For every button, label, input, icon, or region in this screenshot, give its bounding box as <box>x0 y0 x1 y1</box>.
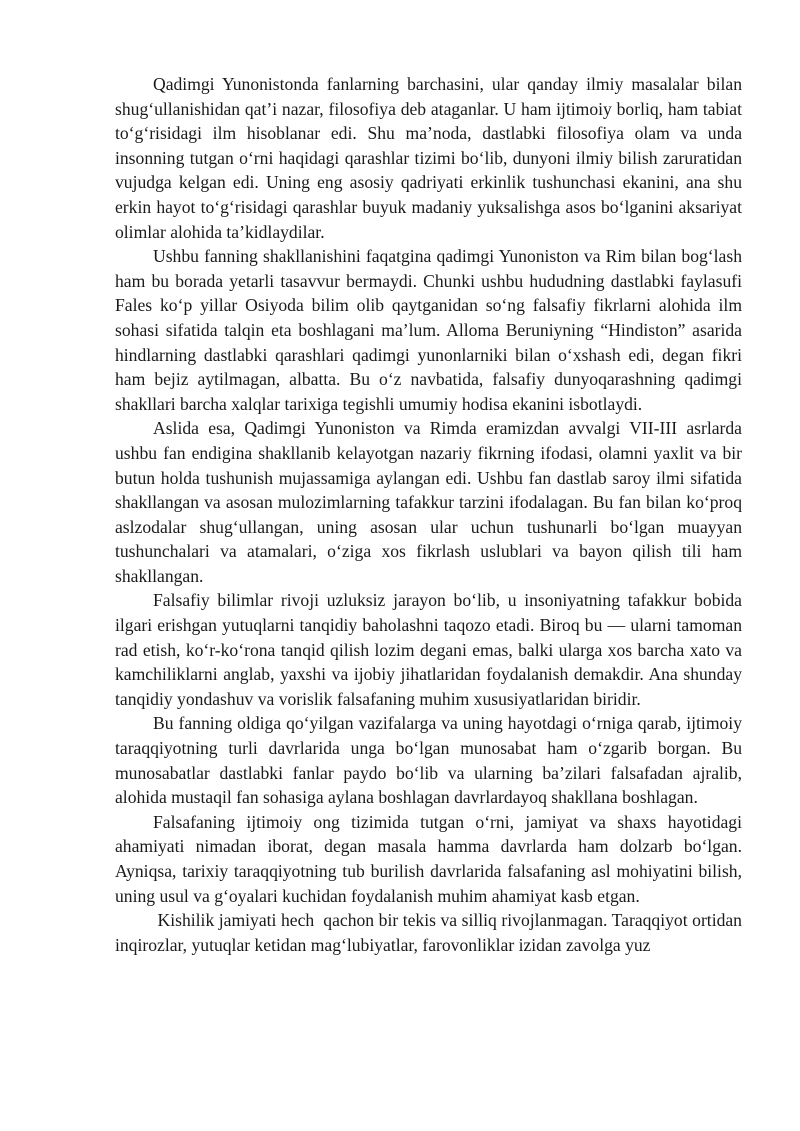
document-page <box>115 72 747 957</box>
paragraph-6: Falsafaning ijtimoiy ong tizimida tutgan o‘rni, jamiyat va shaxs hayotidagi ahamiyati nimadan iborat, degan masala hamma davrlarda ham dolzarb bo‘lgan. Ayniqsa, tarixiy taraqqiyotning tub burilish davrlarida falsafaning asl mohiyatini bilish, uning usul va g‘oyalari kuchidan foydalanish muhim ahamiyat kasb etgan. <box>115 811 742 906</box>
paragraph-3: Aslida esa, Qadimgi Yunoniston va Rimda eramizdan avvalgi VII-III asrlarda ushbu fan endigina shakllanib kelayotgan nazariy fikrning ifodasi, olamni yaxlit va bir butun holda tushunish mujassamiga aylangan edi. Ushbu fan dastlab saroy ilmi sifatida shakllangan va asosan mulozimlarning tafakkur tarzini ifodalagan. Bu fan bilan ko‘proq aslzodalar shug‘ullangan, uning asosan ular uchun tushunarli bo‘lgan muayyan tushunchalari va atamalari, o‘ziga xos fikrlash uslublari va bayon qilish tili ham shakllangan. <box>115 418 742 586</box>
paragraph-1: Qadimgi Yunonistonda fanlarning barchasini, ular qanday ilmiy masalalar bilan shug‘ullanishidan qat’i nazar, filosofiya deb ataganlar. U ham ijtimoiy borliq, ham tabiat to‘g‘risidagi ilm hisoblanar edi. Shu ma’noda, dastlabki filosofiya olam va unda insonning tutgan o‘rni haqidagi qarashlar tizimi bo‘lib, dunyoni ilmiy bilish zaruratidan vujudga kelgan edi. Uning eng asosiy qadriyati erkinlik tushunchasi ekanini, ana shu erkin hayot to‘g‘risidagi qarashlar buyuk madaniy yuksalishga asos bo‘lganini aksariyat olimlar alohida ta’kidlaydilar. <box>115 74 742 242</box>
paragraph-5: Bu fanning oldiga qo‘yilgan vazifalarga va uning hayotdagi o‘rniga qarab, ijtimoiy taraqqiyotning turli davrlarida unga bo‘lgan munosabat ham o‘zgarib borgan. Bu munosabatlar dastlabki fanlar paydo bo‘lib va ularning ba’zilari falsafadan ajralib, alohida mustaqil fan sohasiga aylana boshlagan davrlardayoq shakllana boshlagan. <box>115 713 742 808</box>
paragraph-2: Ushbu fanning shakllanishini faqatgina qadimgi Yunoniston va Rim bilan bog‘lash ham bu borada yetarli tasavvur bermaydi. Chunki ushbu hududning dastlabki faylasufi Fales ko‘p yillar Osiyoda bilim olib qaytganidan so‘ng falsafiy fikrlarni alohida ilm sohasi sifatida talqin eta boshlagani ma’lum. Alloma Beruniyning “Hindiston” asarida hindlarning dastlabki qarashlari qadimgi yunonlarniki bilan o‘xshash edi, degan fikri ham bejiz aytilmagan, albatta. Bu o‘z navbatida, falsafiy dunyoqarashning qadimgi shakllari barcha xalqlar tarixiga tegishli umumiy hodisa ekanini isbotlaydi. <box>115 246 742 414</box>
paragraph-7: Kishilik jamiyati hech qachon bir tekis va silliq rivojlanmagan. Taraqqiyot ortidan inqirozlar, yutuqlar ketidan mag‘lubiyatlar, farovonliklar izidan zavolga yuz <box>115 910 747 955</box>
paragraph-4: Falsafiy bilimlar rivoji uzluksiz jarayon bo‘lib, u insoniyatning tafakkur bobida ilgari erishgan yutuqlarni tanqidiy baholashni taqozo etadi. Biroq bu — ularni tamoman rad etish, ko‘r-ko‘rona tanqid qilish lozim degani emas, balki ularga xos barcha xato va kamchiliklarni anglab, yaxshi va ijobiy jihatlaridan foydalanish demakdir. Ana shunday tanqidiy yondashuv va vorislik falsafaning muhim xususiyatlaridan biridir. <box>115 590 742 709</box>
